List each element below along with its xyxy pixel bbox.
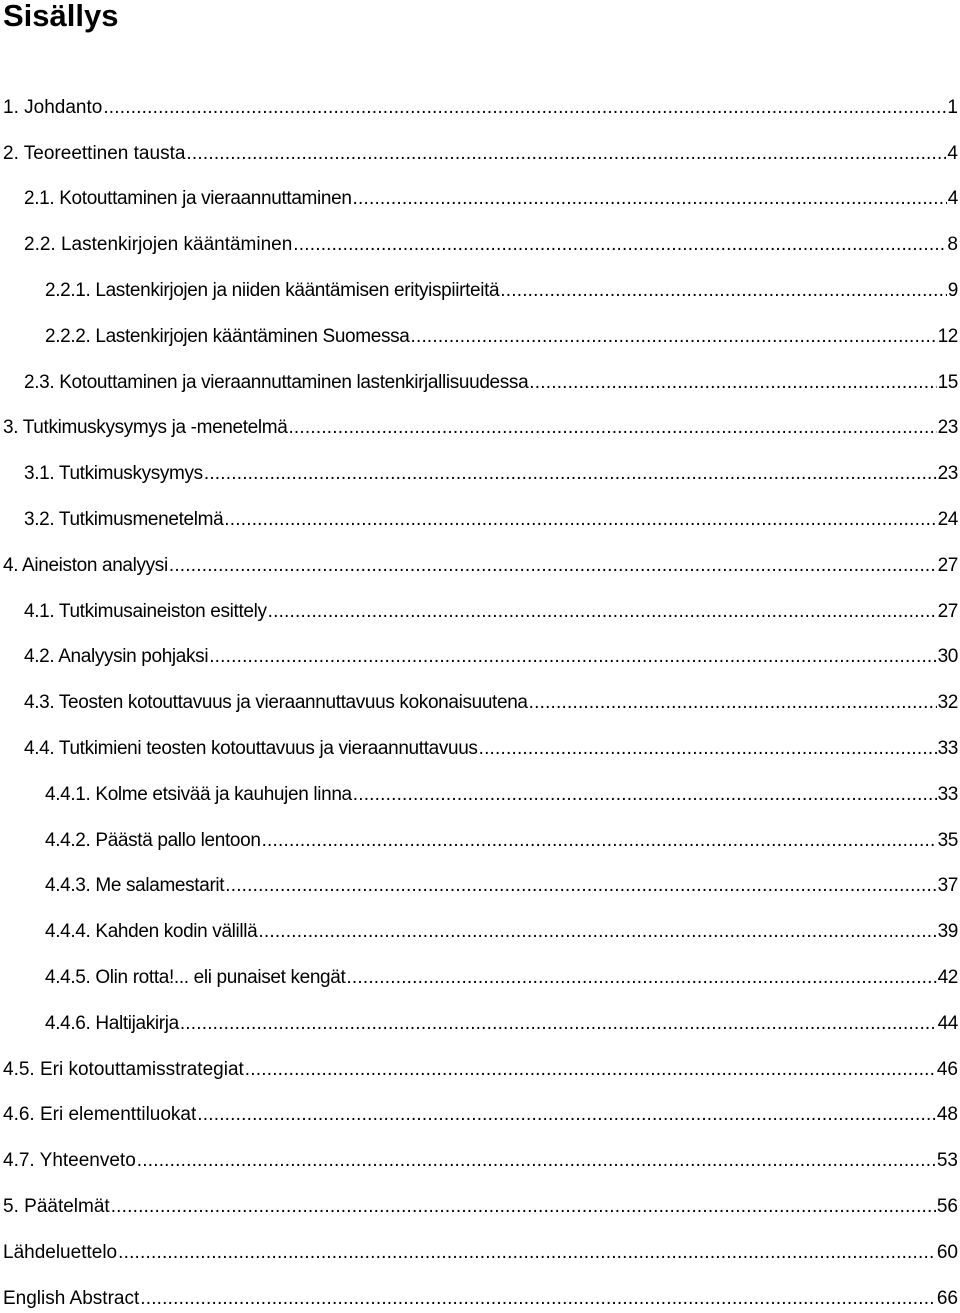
toc-entry-number: 4.2. <box>24 646 55 668</box>
dot-leader <box>479 738 937 760</box>
toc-entry[interactable] <box>0 671 960 717</box>
dot-leader <box>197 1104 936 1126</box>
toc-entry-page-number: 1 <box>947 96 958 118</box>
toc-entry-text: Lähdeluettelo <box>3 1241 118 1263</box>
toc-entry-number: 3. <box>3 417 19 439</box>
toc-entry-text: Tutkimieni teosten kotouttavuus ja vieraannuttavuus <box>58 737 478 759</box>
dot-leader <box>245 1059 936 1081</box>
toc-entry-number: 5. <box>3 1195 19 1217</box>
toc-entry[interactable] <box>0 259 960 305</box>
toc-entry[interactable] <box>0 213 960 259</box>
toc-entry-page-number: 53 <box>936 1150 958 1172</box>
dot-leader <box>500 280 947 302</box>
dot-leader <box>268 601 937 623</box>
toc-entry-text: Analyysin pohjaksi <box>58 646 209 668</box>
toc-entry[interactable] <box>0 900 960 946</box>
toc-entry-text: Kahden kodin välillä <box>95 921 258 943</box>
dot-leader <box>111 1196 936 1218</box>
toc-entry-title <box>3 1150 136 1172</box>
dot-leader <box>529 692 937 714</box>
toc-entry-title <box>3 417 287 439</box>
toc-entry[interactable] <box>0 351 960 397</box>
toc-entry-page-number: 30 <box>937 646 958 668</box>
toc-entry-number: 2.3. <box>24 371 55 393</box>
toc-entry-text: Lastenkirjojen kääntäminen <box>60 234 293 256</box>
toc-entry-title <box>45 326 409 348</box>
toc-entry-number: 4.4.6. <box>45 1012 91 1034</box>
toc-entry[interactable] <box>0 305 960 351</box>
dot-leader <box>258 921 936 943</box>
toc-entry-page-number: 32 <box>937 692 958 714</box>
toc-entry-page-number: 46 <box>936 1058 958 1080</box>
dot-leader <box>180 1013 937 1035</box>
toc-entry-title <box>3 1104 196 1126</box>
toc-entry-page-number: 60 <box>936 1241 958 1263</box>
toc-entry-number: 2. <box>3 142 19 164</box>
toc-entry-number: 4.1. <box>24 600 55 622</box>
dot-leader <box>288 417 936 439</box>
toc-entry-page-number: 56 <box>936 1195 958 1217</box>
toc-entry-page-number: 33 <box>937 783 958 805</box>
toc-entry-page-number: 15 <box>937 371 958 393</box>
dot-leader <box>169 555 937 577</box>
toc-entry-title <box>3 1196 110 1218</box>
toc-entry-text: Lastenkirjojen kääntäminen Suomessa <box>95 325 410 347</box>
toc-entry-page-number: 23 <box>937 417 958 439</box>
toc-entry-text: Me salamestarit <box>95 875 225 897</box>
toc-entry[interactable] <box>0 168 960 214</box>
table-of-contents <box>0 76 960 1313</box>
toc-entry-page-number: 9 <box>947 279 958 301</box>
toc-entry-page-number: 44 <box>937 1012 958 1034</box>
toc-entry-text: Kolme etsivää ja kauhujen linna <box>95 783 352 805</box>
toc-entry-number: 2.2.1. <box>45 279 91 301</box>
toc-entry-title <box>45 784 352 806</box>
toc-entry[interactable] <box>0 1175 960 1221</box>
toc-entry-text: Tutkimuskysymys ja -menetelmä <box>22 417 288 439</box>
toc-entry[interactable] <box>0 76 960 122</box>
toc-entry-number: 2.2.2. <box>45 325 91 347</box>
toc-entry-text: Eri kotouttamisstrategiat <box>39 1058 244 1080</box>
toc-entry-page-number: 4 <box>947 142 958 164</box>
toc-entry-text: Johdanto <box>24 96 103 118</box>
toc-entry-text: Yhteenveto <box>39 1150 136 1172</box>
toc-entry-title <box>45 1013 179 1035</box>
toc-entry-number: 4.4.3. <box>45 875 91 897</box>
toc-entry[interactable] <box>0 763 960 809</box>
toc-entry-number: 1. <box>3 96 19 118</box>
dot-leader <box>262 830 937 852</box>
toc-entry-title <box>24 463 203 485</box>
toc-entry-number: 3.1. <box>24 463 55 485</box>
toc-entry[interactable] <box>0 626 960 672</box>
toc-entry[interactable] <box>0 992 960 1038</box>
toc-entry-title <box>3 1288 139 1310</box>
toc-entry[interactable] <box>0 1038 960 1084</box>
toc-entry-title <box>24 646 208 668</box>
toc-entry-text: Eri elementtiluokat <box>39 1104 197 1126</box>
toc-entry-title <box>3 555 168 577</box>
toc-entry-title <box>45 875 224 897</box>
toc-entry-title <box>3 1059 244 1081</box>
dot-leader <box>410 326 936 348</box>
toc-entry-text: Teoreettinen tausta <box>23 142 186 164</box>
toc-entry-number: 2.1. <box>24 188 55 210</box>
dot-leader <box>186 143 946 165</box>
toc-entry-page-number: 42 <box>937 966 958 988</box>
toc-entry-text: Olin rotta!... eli punaiset kengät <box>95 966 346 988</box>
dot-leader <box>529 372 936 394</box>
toc-entry[interactable] <box>0 1129 960 1175</box>
toc-entry-title <box>3 1242 117 1264</box>
toc-entry-title <box>24 188 352 210</box>
toc-entry-number: 4.7. <box>3 1150 35 1172</box>
toc-entry-title <box>45 921 257 943</box>
toc-entry-text: English Abstract <box>3 1287 140 1309</box>
toc-entry[interactable] <box>0 488 960 534</box>
toc-entry-text: Kotouttaminen ja vieraannuttaminen lastenkirjallisuudessa <box>59 371 529 393</box>
toc-entry-number: 4.5. <box>3 1058 35 1080</box>
toc-entry[interactable] <box>0 946 960 992</box>
toc-entry-page-number: 8 <box>947 234 958 256</box>
dot-leader <box>204 463 937 485</box>
toc-entry-page-number: 37 <box>937 875 958 897</box>
toc-entry-text: Teosten kotouttavuus ja vieraannuttavuus kokonaisuutena <box>58 692 528 714</box>
toc-entry-title <box>24 372 528 394</box>
toc-entry[interactable] <box>0 855 960 901</box>
toc-entry-page-number: 33 <box>937 737 958 759</box>
dot-leader <box>224 509 936 531</box>
toc-entry-text: Päätelmät <box>24 1195 110 1217</box>
toc-entry-title <box>45 967 345 989</box>
dot-leader <box>353 784 937 806</box>
toc-entry-title <box>3 97 102 119</box>
dot-leader <box>137 1150 936 1172</box>
toc-entry-text: Tutkimuskysymys <box>58 463 203 485</box>
dot-leader <box>103 97 946 119</box>
toc-entry-page-number: 66 <box>936 1287 958 1309</box>
toc-entry-title <box>24 738 478 760</box>
dot-leader <box>225 875 936 897</box>
toc-entry-number: 4.4.5. <box>45 966 91 988</box>
toc-entry-page-number: 24 <box>937 508 958 530</box>
toc-entry-title <box>24 509 223 531</box>
toc-entry-text: Lastenkirjojen ja niiden kääntämisen erityispiirteitä <box>95 279 500 301</box>
toc-entry-number: 2.2. <box>24 234 56 256</box>
toc-entry[interactable] <box>0 397 960 443</box>
toc-entry-page-number: 23 <box>937 463 958 485</box>
dot-leader <box>140 1288 936 1310</box>
toc-entry[interactable] <box>0 442 960 488</box>
toc-entry-text: Tutkimusmenetelmä <box>58 508 224 530</box>
toc-entry-number: 4.4.4. <box>45 921 91 943</box>
toc-entry[interactable] <box>0 122 960 168</box>
toc-entry[interactable] <box>0 534 960 580</box>
toc-entry-title <box>3 143 185 165</box>
toc-entry-page-number: 35 <box>937 829 958 851</box>
toc-entry-title <box>24 692 528 714</box>
toc-entry-text: Päästä pallo lentoon <box>95 829 261 851</box>
toc-entry[interactable] <box>0 809 960 855</box>
toc-entry-page-number: 12 <box>937 325 958 347</box>
toc-entry-page-number: 27 <box>937 554 958 576</box>
toc-entry-page-number: 27 <box>937 600 958 622</box>
dot-leader <box>353 188 947 210</box>
dot-leader <box>346 967 936 989</box>
toc-entry[interactable] <box>0 1084 960 1130</box>
page-title: Sisällys <box>3 0 119 33</box>
toc-entry[interactable] <box>0 1221 960 1267</box>
toc-entry-page-number: 4 <box>947 188 958 210</box>
toc-entry-text: Tutkimusaineiston esittely <box>58 600 267 622</box>
toc-entry-title <box>24 601 267 623</box>
toc-entry-text: Haltijakirja <box>95 1012 179 1034</box>
toc-entry-page-number: 39 <box>937 921 958 943</box>
toc-entry-title <box>45 830 261 852</box>
dot-leader <box>118 1242 936 1264</box>
toc-entry-text: Aineiston analyysi <box>22 554 168 576</box>
toc-entry-page-number: 48 <box>936 1104 958 1126</box>
dot-leader <box>293 234 946 256</box>
toc-entry-number: 4. <box>3 554 19 576</box>
toc-entry-number: 4.4.1. <box>45 783 91 805</box>
toc-entry[interactable] <box>0 1267 960 1313</box>
toc-entry-number: 4.4. <box>24 737 55 759</box>
toc-entry-number: 4.3. <box>24 692 55 714</box>
toc-entry-title <box>45 280 499 302</box>
toc-entry[interactable] <box>0 717 960 763</box>
toc-entry-number: 4.4.2. <box>45 829 91 851</box>
toc-entry[interactable] <box>0 580 960 626</box>
toc-entry-title <box>24 234 292 256</box>
toc-entry-text: Kotouttaminen ja vieraannuttaminen <box>59 188 352 210</box>
toc-entry-number: 3.2. <box>24 508 55 530</box>
dot-leader <box>209 646 936 668</box>
toc-entry-number: 4.6. <box>3 1104 35 1126</box>
